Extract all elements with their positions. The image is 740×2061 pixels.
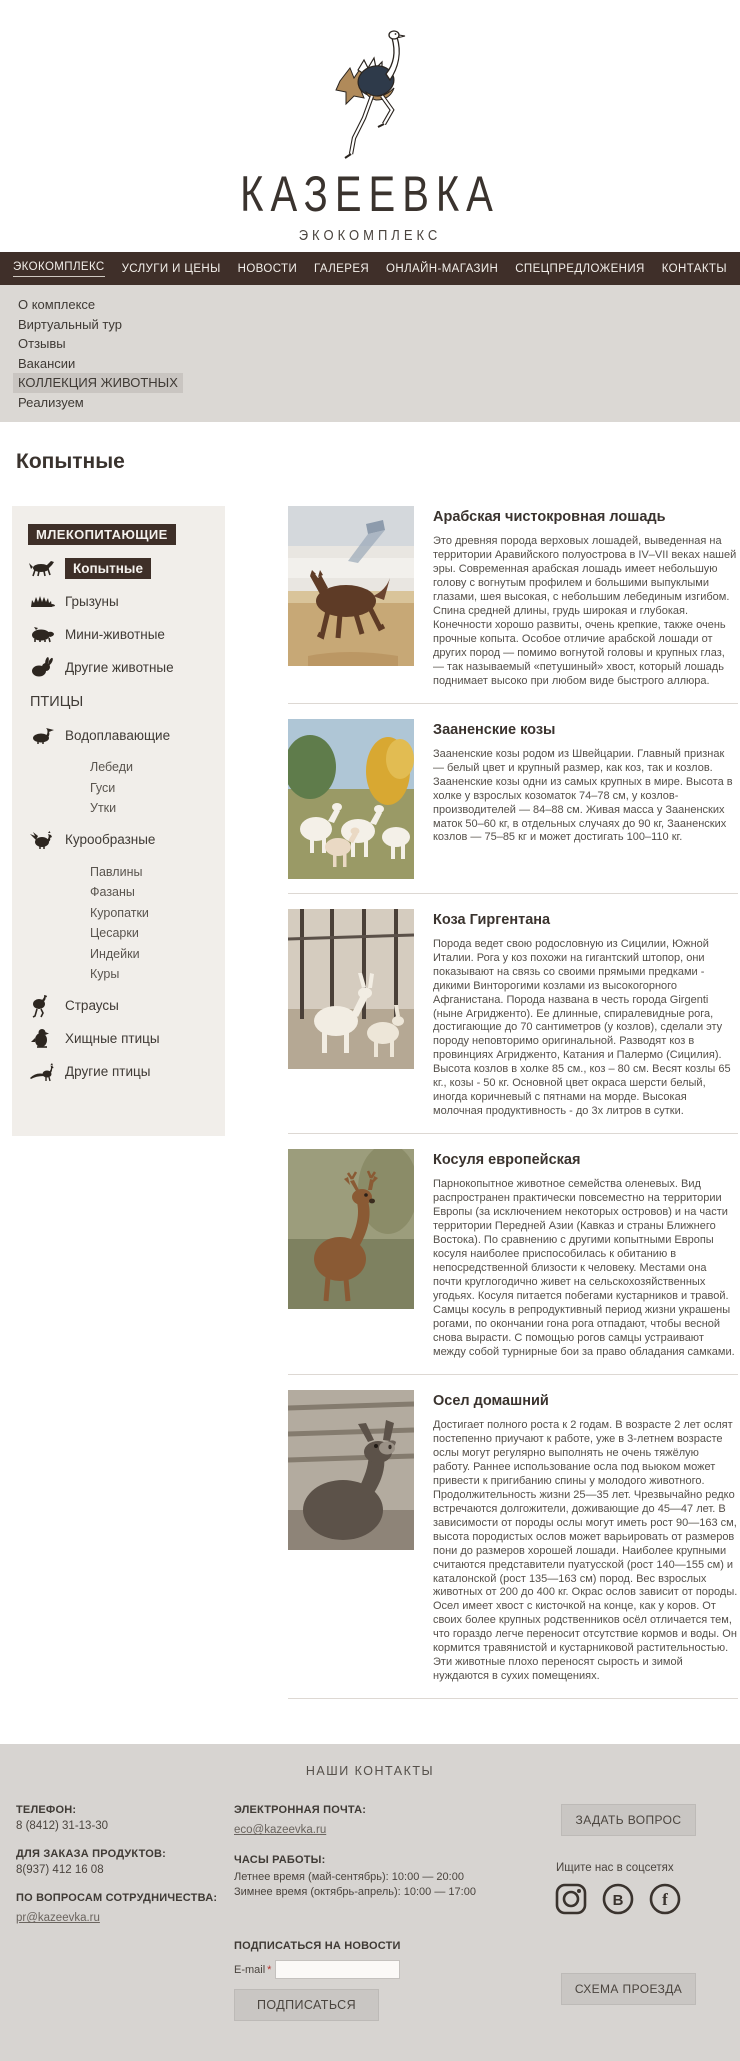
footer <box>0 1744 740 2061</box>
subscribe-button[interactable]: ПОДПИСАТЬСЯ <box>234 1989 379 2021</box>
email-label: ЭЛЕКТРОННАЯ ПОЧТА: <box>234 1804 367 1817</box>
animal-description: Парнокопытное животное семейства оленевых. Вид распространен практически повсеместно на территории Европы (за исключением некоторых островов) и на части территории Передней Азии (Кавказ и страны Ближнего Востока). По сравнению с другими копытными Европы косуля наиболее приспособилась к обитанию в непосредственной близости к человеку. Местами она почти круглогодично живет на сельскохозяйственных угодьях. Косуля питается побегами кустарников и травой. Самцы косуль в репродуктивный период жизни украшены рогами, по окончании гона рога отпадают, чтобы весной снова вырасти. С помощью рогов самцы устраивают между собой турнирные бои за право обладания самками. <box>433 1178 735 1358</box>
subscribe-block <box>234 1940 554 2021</box>
svg-text:В: В <box>612 1892 624 1910</box>
email-link[interactable]: eco@kazeevka.ru <box>234 1824 327 1837</box>
animal-description: Зааненские козы родом из Швейцарии. Главный признак — белый цвет и крупный размер, как коз, так и козлов. Зааненские козы одни из самых крупных в мире. Высота в холке у взрослых козоматок 74–78 см, у козлов-производителей — 84–88 см. Живая масса у Зааненских маток 50–60 кг, в отдельных случаях до 90 кг, Зааненских козлов — 75–85 кг и может достигать 100–110 кг. <box>433 747 733 844</box>
rooster-icon <box>28 829 58 851</box>
sidebar-subitem-turkeys[interactable]: Индейки <box>90 946 140 961</box>
animal-card-saanen-goats <box>288 719 738 879</box>
hours-winter: Зимнее время (октябрь-апрель): 10:00 — 17:00 <box>234 1886 476 1899</box>
sidebar-subitem-ducks[interactable]: Утки <box>90 801 117 815</box>
required-asterisk: * <box>267 1963 272 1976</box>
nav-item-news[interactable]: НОВОСТИ <box>237 262 298 275</box>
subscribe-label: ПОДПИСАТЬСЯ НА НОВОСТИ <box>234 1940 401 1953</box>
animal-title: Коза Гиргентана <box>433 911 551 928</box>
animal-text <box>433 506 738 689</box>
page-title: Копытные <box>16 450 125 473</box>
pig-icon <box>28 623 58 645</box>
saanen-goats-photo <box>288 719 414 879</box>
animal-title: Осел домашний <box>433 1392 549 1409</box>
phone-number: 8 (8412) 31-13-30 <box>16 1820 109 1833</box>
roe-deer-photo <box>288 1149 414 1309</box>
orders-phone-number: 8(937) 412 16 08 <box>16 1864 104 1877</box>
content-row <box>0 474 740 1744</box>
sidebar-item-hoofed[interactable] <box>28 557 217 579</box>
phone-label: ТЕЛЕФОН: <box>16 1804 77 1817</box>
animal-list <box>288 506 740 1714</box>
animal-description: Это древняя порода верховых лошадей, выведенная на территории Аравийского полуострова в IV–VII веках нашей эры. Современная арабская лошадь имеет небольшую голову с вогнутым профилем и большими выпуклыми глазами, шея высокая, с небольшим лебединым изгибом. Спина средней длины, грудь широкая и глубокая. Конечности хорошо развиты, очень крепкие, также очень прочные копыта. Особое отличие арабской лошади от других пород — помимо вогнутой головы и крупных глаз, — так называемый «петушиный» хвост, который лошадь поднимает высоко при любом виде быстрого аллюра. <box>433 535 737 687</box>
nav-item-gallery[interactable]: ГАЛЕРЕЯ <box>314 262 370 275</box>
nav-item-shop[interactable]: ОНЛАЙН-МАГАЗИН <box>386 262 499 275</box>
arabian-horse-photo <box>288 506 414 666</box>
animal-title: Косуля европейская <box>433 1152 581 1169</box>
horse-icon <box>28 557 58 579</box>
nav-item-services[interactable]: УСЛУГИ И ЦЕНЫ <box>121 262 221 275</box>
social-icons <box>554 1882 682 1921</box>
sidebar-item-mini-animals[interactable] <box>28 623 217 645</box>
girgentana-goat-photo <box>288 909 414 1069</box>
subnav-item-vacancies[interactable]: Вакансии <box>18 355 76 371</box>
rabbit-icon <box>28 656 58 678</box>
sidebar-subitem-chickens[interactable]: Куры <box>90 967 120 981</box>
animal-card-donkey <box>288 1390 738 1684</box>
sidebar-item-label: Грызуны <box>65 593 119 609</box>
sidebar-item-label: Курообразные <box>65 832 156 847</box>
sidebar-item-label: Копытные <box>65 558 151 579</box>
card-separator <box>288 893 738 894</box>
footer-grid <box>16 1804 724 2021</box>
animal-title: Арабская чистокровная лошадь <box>433 509 666 525</box>
sidebar-item-other-birds[interactable] <box>28 1061 217 1083</box>
cooperation-email-link[interactable]: pr@kazeevka.ru <box>16 1912 100 1925</box>
card-separator <box>288 1698 738 1699</box>
sidebar-item-label: Другие животные <box>65 659 174 675</box>
sidebar-item-waterfowl[interactable] <box>28 724 217 746</box>
instagram-icon[interactable] <box>554 1882 588 1921</box>
vk-icon[interactable] <box>601 1882 635 1921</box>
sidebar-subitem-swans[interactable]: Лебеди <box>90 760 133 774</box>
sidebar-item-label: Водоплавающие <box>65 727 171 743</box>
animal-description: Достигает полного роста к 2 годам. В возрасте 2 лет ослят постепенно приучают к работе, уже в 3-летнем возрасте ослы могут регулярно выполнять не очень тяжёлую работу. Раннее использование осла под вьюком может привести к пригибанию спины у молодого животного. Продолжительность жизни 25—35 лет. Чрезвычайно редко встречаются долгожители, доживающие до 45—47 лет. В зависимости от породы ослы могут иметь рост 90—163 см, высота породистых ослов может варьировать от размеров пони до размеров хорошей лошади. Наиболее крупными считаются представители пуатусской (рост 140—155 см) и каталонской (рост 135—163 см) пород. Вес взрослых животных от 200 до 400 кг. Окрас ослов зависит от породы. Осел имеет хвост с кисточкой на конце, как у коров. От своих более крупных родственников осёл отличается тем, что гораздо легче переносит отсутствие кормов и воды. Он кормится травянистой и кустарниковой растительностью. Эти животные плохо переносят сырость и зимой нуждаются в сухих помещениях. <box>433 1418 738 1683</box>
sidebar-item-ostriches[interactable] <box>28 995 217 1017</box>
hours-label: ЧАСЫ РАБОТЫ: <box>234 1854 326 1867</box>
animal-text <box>433 1149 738 1360</box>
nav-item-offers[interactable]: СПЕЦПРЕДЛОЖЕНИЯ <box>515 262 645 275</box>
donkey-photo <box>288 1390 414 1550</box>
subnav-item-reviews[interactable]: Отзывы <box>18 336 66 351</box>
sidebar-item-label: Другие птицы <box>65 1064 151 1079</box>
sidebar-item-label: Мини-животные <box>65 626 165 642</box>
sidebar-item-galliformes[interactable] <box>28 829 217 851</box>
animal-card-arabian-horse <box>288 506 738 689</box>
brand-tagline: ЭКОКОМПЛЕКС <box>298 226 442 244</box>
sidebar-subitem-geese[interactable]: Гуси <box>90 780 116 795</box>
sidebar-subitem-partridges[interactable]: Куропатки <box>90 905 149 920</box>
subnav-item-virtual-tour[interactable]: Виртуальный тур <box>18 316 122 332</box>
animal-description: Порода ведет свою родословную из Сицилии, Южной Италии. Рога у коз похожи на гигантский штопор, они показывают на связь со своими прямыми предками - дикими Винторогими козлами из высокогорного Афганистана. Порода названа в честь города Girgenti (ныне Агридженто). Ее длинные, спиралевидные рога, достигающие до 70 сантиметров (у козлов), сделали эту породу неповторимо оригинальной. Разводят коз в провинциях Агридженто, Катания и Палермо (Сицилия). Высота козлов в холке 85 см., коз – 80 см. Весят козлы 65 кг., козы - 50 кг. Основной цвет окраса шерсти белый, иногда коричневый с пятнами на морде. Высокая молочная продуктивность - до 3х литров в сутки. <box>433 937 731 1118</box>
ask-question-button[interactable]: ЗАДАТЬ ВОПРОС <box>561 1804 696 1836</box>
animal-text <box>433 909 738 1120</box>
sidebar-item-rodents[interactable] <box>28 590 217 612</box>
email-field-label: E-mail <box>234 1963 266 1976</box>
main-nav <box>0 252 740 285</box>
eagle-icon <box>28 1028 58 1050</box>
site-header <box>0 0 740 252</box>
facebook-icon[interactable] <box>648 1882 682 1921</box>
animal-title: Зааненские козы <box>433 721 556 738</box>
animal-card-roe-deer <box>288 1149 738 1360</box>
waterfowl-sublist <box>28 757 217 819</box>
map-button[interactable]: СХЕМА ПРОЕЗДА <box>561 1973 696 2005</box>
animal-text <box>433 719 738 846</box>
sub-nav <box>0 285 740 422</box>
subnav-item-animal-collection[interactable]: КОЛЛЕКЦИЯ ЖИВОТНЫХ <box>13 373 183 393</box>
ostrich-logo-icon <box>310 26 430 161</box>
svg-text:f: f <box>662 1890 668 1910</box>
duck-icon <box>28 724 58 746</box>
peacock-icon <box>28 1061 58 1083</box>
card-separator <box>288 703 738 704</box>
sidebar-item-label: Хищные птицы <box>65 1031 160 1046</box>
footer-actions-column <box>554 1804 724 2021</box>
footer-heading: НАШИ КОНТАКТЫ <box>305 1764 435 1779</box>
animal-card-girgentana-goat <box>288 909 738 1120</box>
sidebar-subitem-peacocks[interactable]: Павлины <box>90 864 143 879</box>
brand-title: КАЗЕЕВКА <box>240 167 500 222</box>
nav-item-ecocomplex[interactable]: ЭКОКОМПЛЕКС <box>13 260 105 277</box>
footer-contacts-column <box>16 1804 234 2021</box>
subnav-item-about[interactable]: О комплексе <box>18 297 96 312</box>
animal-categories-sidebar <box>12 506 225 1136</box>
cooperation-label: ПО ВОПРОСАМ СОТРУДНИЧЕСТВА: <box>16 1892 218 1905</box>
sidebar-item-birds-of-prey[interactable] <box>28 1028 217 1050</box>
porcupine-icon <box>28 590 58 612</box>
galliformes-sublist <box>28 862 217 985</box>
sidebar-group-mammals: МЛЕКОПИТАЮЩИЕ <box>28 524 176 545</box>
sidebar-item-label: Страусы <box>65 998 119 1013</box>
card-separator <box>288 1133 738 1134</box>
footer-info-column <box>234 1804 554 2021</box>
sidebar-item-other-animals[interactable] <box>28 656 217 678</box>
ostrich-icon <box>28 995 58 1017</box>
social-label: Ищите нас в соцсетях <box>556 1862 674 1875</box>
subnav-item-realize[interactable]: Реализуем <box>18 394 84 410</box>
hours-summer: Летнее время (май-сентябрь): 10:00 — 20:00 <box>234 1871 464 1884</box>
animal-text <box>433 1390 738 1684</box>
sidebar-subitem-pheasants[interactable]: Фазаны <box>90 885 135 899</box>
orders-label: ДЛЯ ЗАКАЗА ПРОДУКТОВ: <box>16 1848 167 1861</box>
subscribe-email-input[interactable] <box>275 1960 400 1979</box>
nav-item-contacts[interactable]: КОНТАКТЫ <box>661 262 727 275</box>
sidebar-subitem-guinea-fowl[interactable]: Цесарки <box>90 926 139 940</box>
sidebar-group-birds: ПТИЦЫ <box>30 694 84 710</box>
card-separator <box>288 1374 738 1375</box>
